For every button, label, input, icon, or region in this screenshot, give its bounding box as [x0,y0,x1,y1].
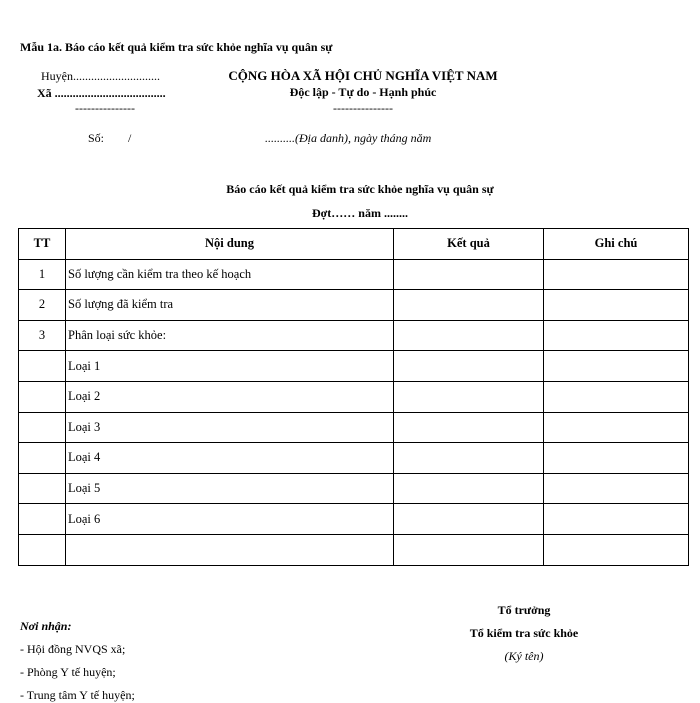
table-row [19,443,689,474]
district-line: Huyện............................. [41,69,160,83]
commune-line: Xã ..................................... [37,86,166,100]
cell-result [394,504,544,535]
table-row [19,412,689,443]
cell-content: Số lượng cần kiểm tra theo kế hoạch [66,259,394,290]
right-divider: --------------- [333,101,393,115]
signature-role: Tổ trưởng [497,603,551,617]
cell-note [544,443,689,474]
signature-note: (Ký tên) [504,649,544,663]
header-note: Ghi chú [544,229,689,260]
cell-result [394,443,544,474]
table-row [19,534,689,565]
report-table [18,228,689,566]
cell-content: Loại 3 [66,412,394,443]
table-row [19,381,689,412]
table-row [19,259,689,290]
report-batch: Đợt…… năm ........ [312,206,408,220]
recipient-item: - Hội đồng NVQS xã; [20,642,126,656]
form-title: Mẫu 1a. Báo cáo kết quả kiểm tra sức khỏe nghĩa vụ quân sự [20,40,333,54]
cell-tt: 1 [19,259,66,290]
cell-tt [19,443,66,474]
header-content: Nội dung [66,229,394,260]
place-date-line: ..........(Địa danh), ngày tháng năm [265,131,432,145]
recipient-item: - Phòng Y tế huyện; [20,665,116,679]
cell-content: Loại 5 [66,473,394,504]
recipients-heading: Nơi nhận: [20,619,72,633]
recipient-item: - Trung tâm Y tế huyện; [20,688,135,702]
cell-note [544,290,689,321]
cell-note [544,534,689,565]
nation-motto: Độc lập - Tự do - Hạnh phúc [289,85,437,99]
cell-content [66,534,394,565]
cell-note [544,320,689,351]
cell-content: Loại 4 [66,443,394,474]
cell-result [394,534,544,565]
cell-tt: 2 [19,290,66,321]
cell-note [544,381,689,412]
table-row [19,473,689,504]
cell-result [394,351,544,382]
cell-note [544,504,689,535]
cell-tt [19,504,66,535]
header-result: Kết quả [394,229,544,260]
cell-content: Phân loại sức khỏe: [66,320,394,351]
cell-content: Loại 1 [66,351,394,382]
cell-note [544,351,689,382]
cell-tt [19,381,66,412]
cell-note [544,412,689,443]
number-slash: / [128,131,132,145]
cell-tt: 3 [19,320,66,351]
table-row [19,320,689,351]
cell-result [394,473,544,504]
table-header-row [19,229,689,260]
number-label: Số: [88,131,105,145]
cell-tt [19,473,66,504]
cell-note [544,259,689,290]
cell-tt [19,412,66,443]
nation-title: CỘNG HÒA XÃ HỘI CHỦ NGHĨA VIỆT NAM [228,68,498,83]
left-divider: --------------- [75,101,135,115]
cell-tt [19,351,66,382]
cell-content: Loại 2 [66,381,394,412]
table-row [19,290,689,321]
cell-tt [19,534,66,565]
cell-result [394,412,544,443]
cell-content: Loại 6 [66,504,394,535]
cell-note [544,473,689,504]
report-title: Báo cáo kết quả kiểm tra sức khỏe nghĩa vụ quân sự [226,182,494,196]
table-row [19,504,689,535]
table-row [19,351,689,382]
cell-content: Số lượng đã kiểm tra [66,290,394,321]
cell-result [394,381,544,412]
cell-result [394,259,544,290]
header-tt: TT [19,229,66,260]
signature-team: Tổ kiểm tra sức khỏe [469,626,579,640]
cell-result [394,320,544,351]
cell-result [394,290,544,321]
